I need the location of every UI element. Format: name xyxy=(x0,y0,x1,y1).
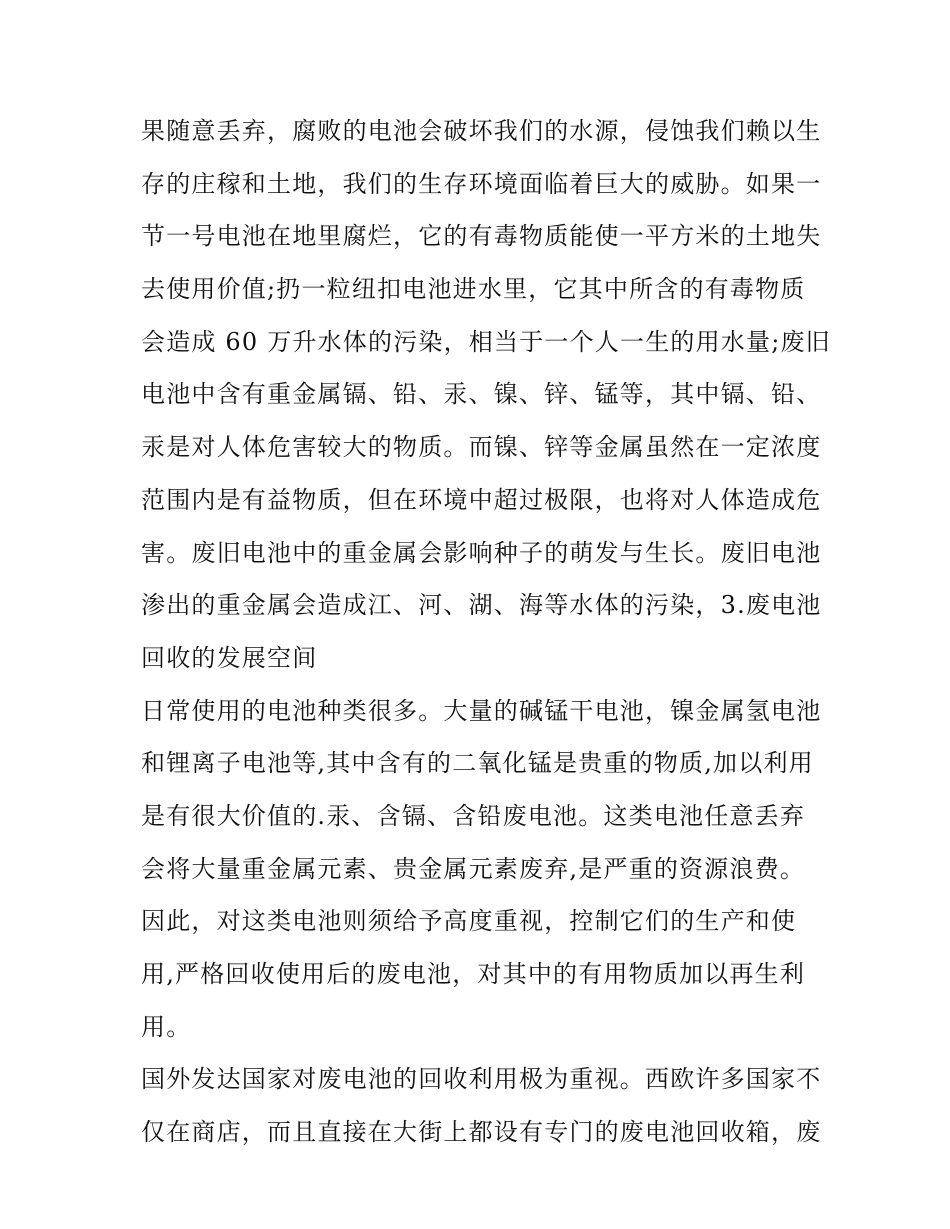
text-line: 是有很大价值的.汞、含镉、含铅废电池。这类电池任意丢弃 xyxy=(141,801,806,830)
section-heading-line: 回收的发展空间 xyxy=(141,643,318,672)
text-line: 节一号电池在地里腐烂，它的有毒物质能使一平方米的土地失 xyxy=(141,222,822,251)
text-line: 用。 xyxy=(141,1012,192,1041)
document-body xyxy=(141,105,831,1159)
text-line: 害。废旧电池中的重金属会影响种子的萌发与生长。废旧电池 xyxy=(141,538,822,567)
text-line: 范围内是有益物质，但在环境中超过极限，也将对人体造成危 xyxy=(141,485,822,514)
text-line: 电池中含有重金属镉、铅、汞、镍、锌、锰等，其中镉、铅、 xyxy=(141,380,822,409)
text-line: 汞是对人体危害较大的物质。而镍、锌等金属虽然在一定浓度 xyxy=(141,433,822,462)
text-line: 用,严格回收使用后的废电池，对其中的有用物质加以再生利 xyxy=(141,960,806,988)
text-line: 会将大量重金属元素、贵金属元素废弃,是严重的资源浪费。 xyxy=(141,854,806,883)
text-line: 仅在商店，而且直接在大街上都设有专门的废电池回收箱，废 xyxy=(141,1118,822,1147)
text-line: 国外发达国家对废电池的回收利用极为重视。西欧许多国家不 xyxy=(141,1065,822,1094)
text-line: 会造成 60 万升水体的污染，相当于一个人一生的用水量;废旧 xyxy=(141,327,831,356)
text-line: 去使用价值;扔一粒纽扣电池进水里，它其中所含的有毒物质 xyxy=(141,275,806,304)
text-line: 渗出的重金属会造成江、河、湖、海等水体的污染，3.废电池 xyxy=(141,591,822,620)
text-line: 因此，对这类电池则须给予高度重视，控制它们的生产和使 xyxy=(141,907,797,936)
text-line: 日常使用的电池种类很多。大量的碱锰干电池，镍金属氢电池 xyxy=(141,696,822,725)
text-line: 果随意丢弃，腐败的电池会破坏我们的水源，侵蚀我们赖以生 xyxy=(141,117,822,145)
text-line: 和锂离子电池等,其中含有的二氧化锰是贵重的物质,加以利用 xyxy=(141,749,814,778)
text-line: 存的庄稼和土地，我们的生存环境面临着巨大的威胁。如果一 xyxy=(141,169,822,198)
